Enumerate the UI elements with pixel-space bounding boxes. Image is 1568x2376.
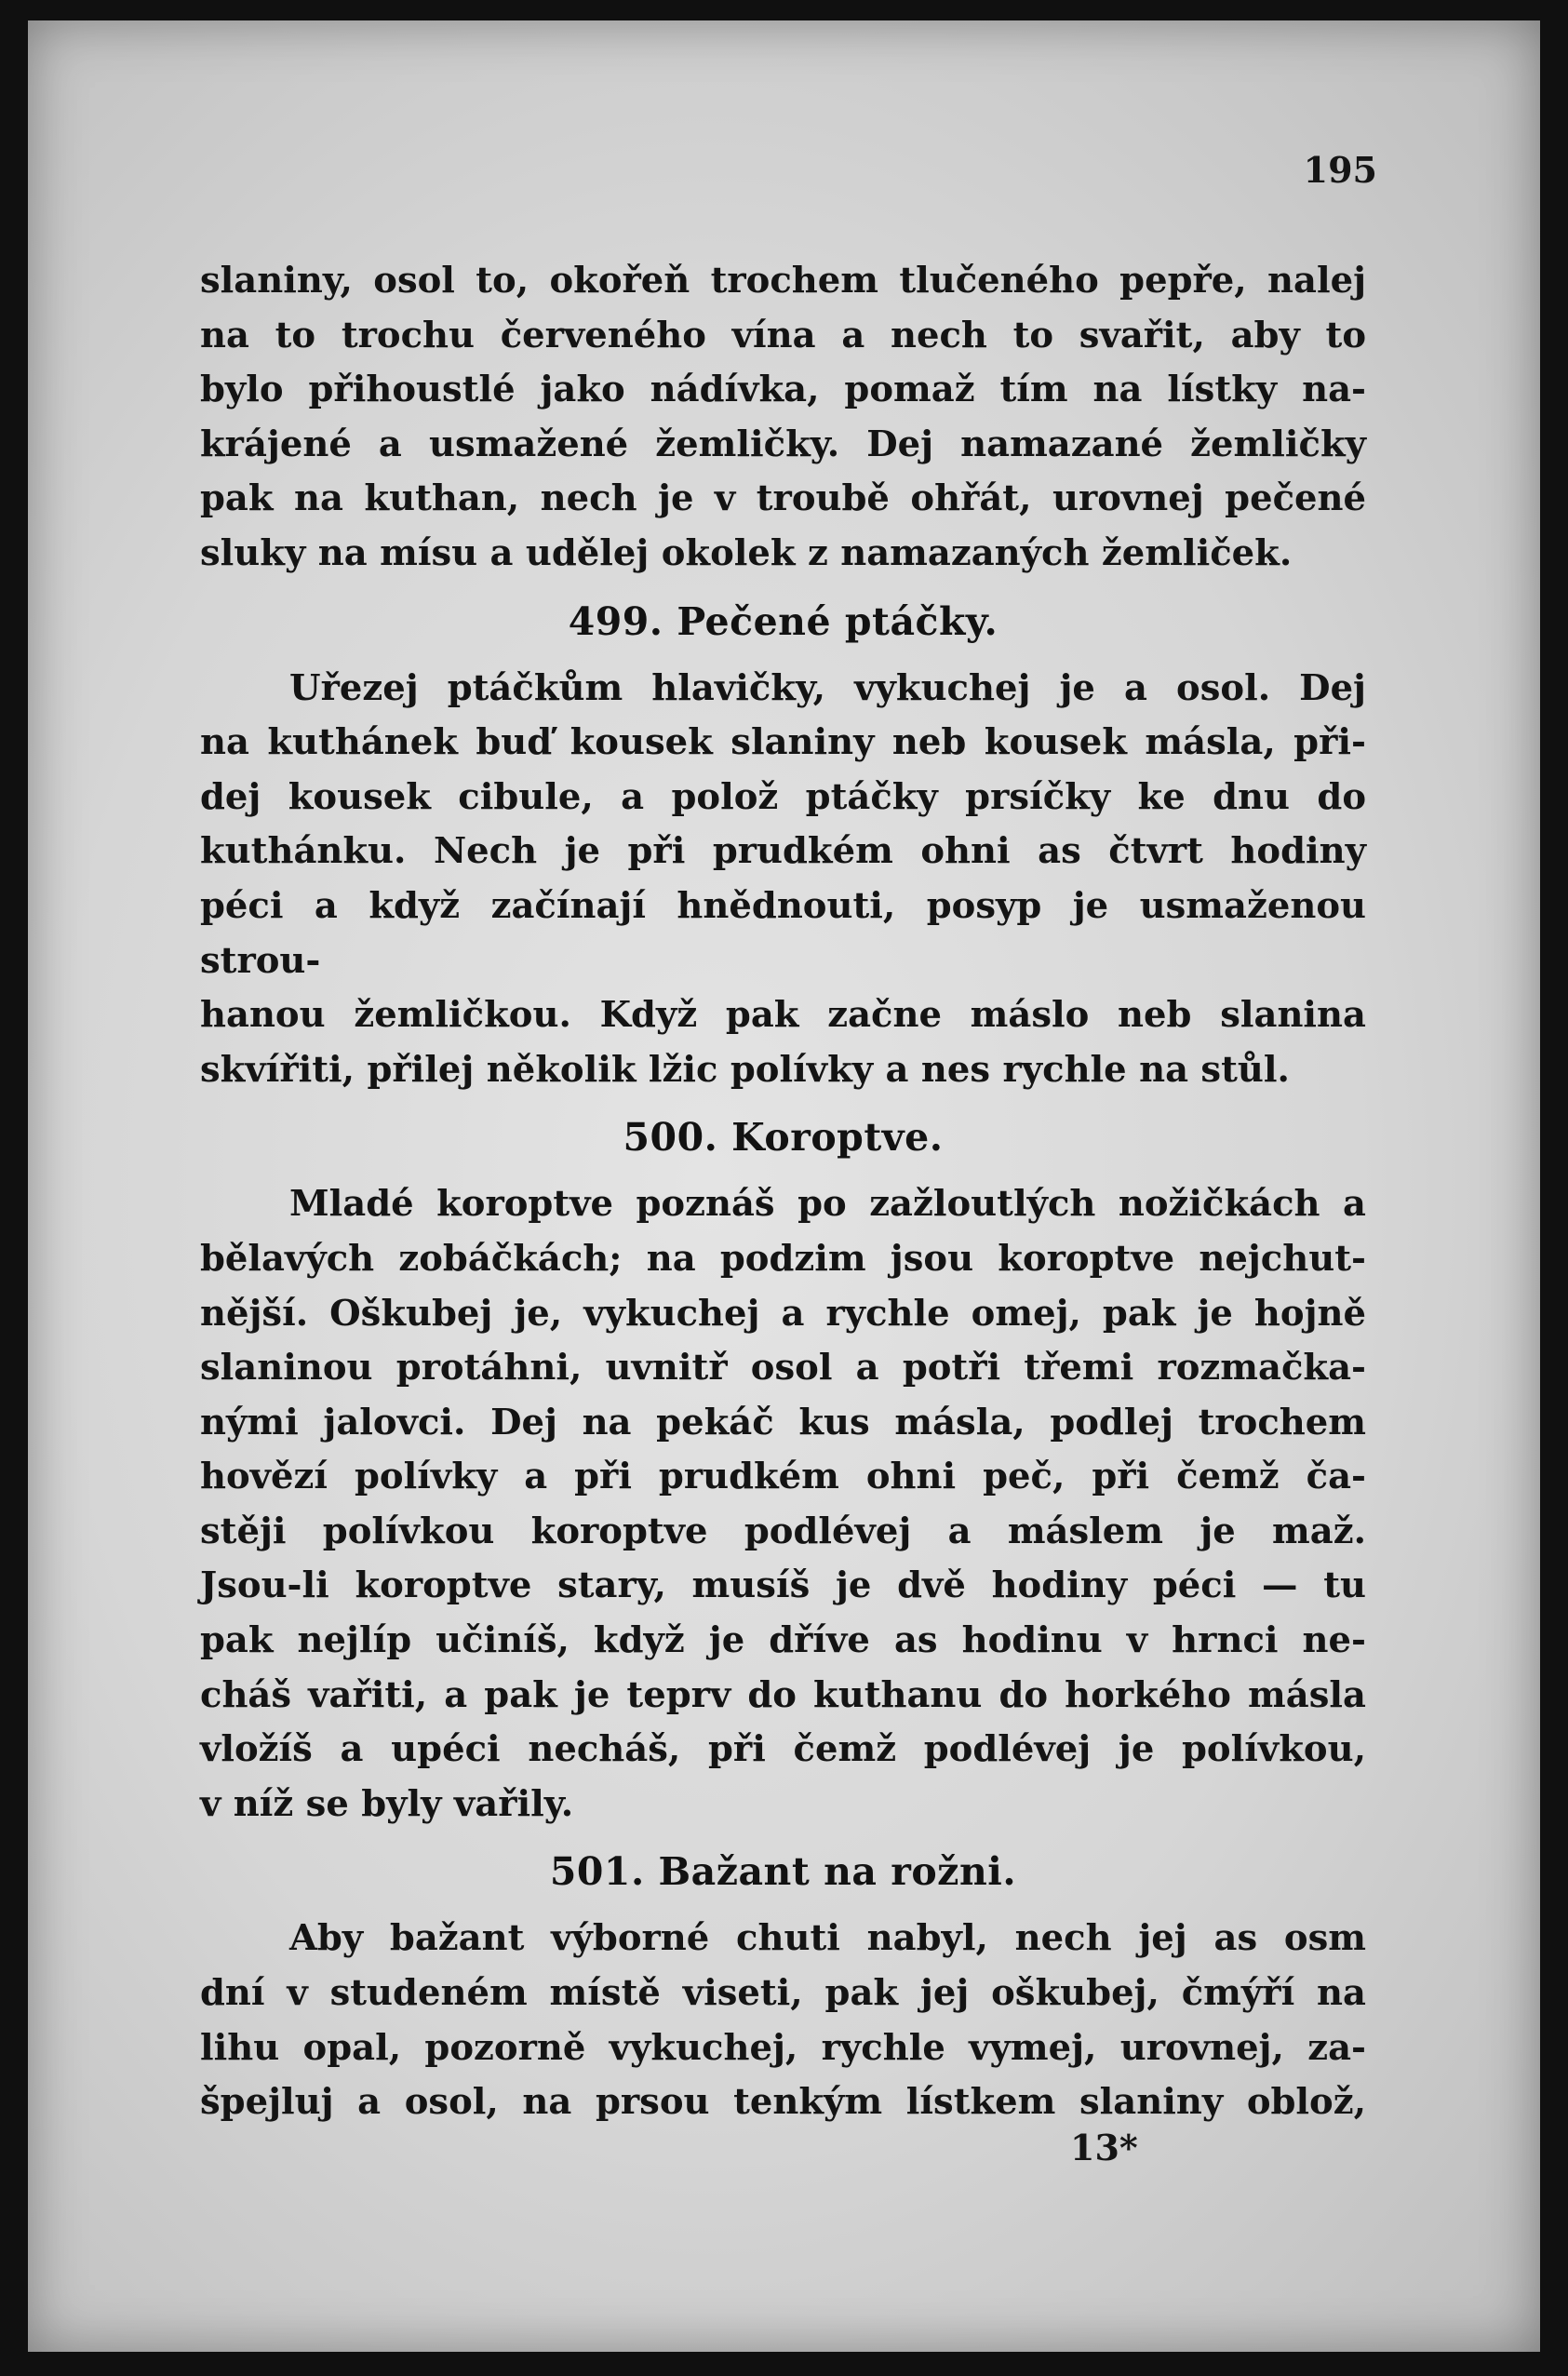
text-line: Uřezej ptáčkům hlavičky, vykuchej je a osol. Dej [289,666,1366,709]
recipe-title-499: 499. Pečené ptáčky. [568,598,998,644]
page-text [200,254,1366,2130]
text-line: dej kousek cibule, a polož ptáčky prsíčky ke dnu do [200,775,1366,818]
text-line: skvířiti, přilej několik lžic polívky a nes rychle na stůl. [200,1048,1290,1091]
page-number: 195 [1303,149,1377,191]
text-line: péci a když začínají hnědnouti, posyp je usmaženou strou- [200,884,1366,982]
text-line: stěji polívkou koroptve podlévej a máslem je maž. [200,1510,1366,1552]
text-line: v níž se byly vařily. [200,1782,574,1825]
text-line: hovězí polívky a při prudkém ohni peč, při čemž ča- [200,1456,1366,1498]
text-line: lihu opal, pozorně vykuchej, rychle vymej, urovnej, za- [200,2026,1366,2069]
text-line: bylo přihoustlé jako nádívka, pomaž tím na lístky na- [200,369,1366,411]
text-line: bělavých zobáčkách; na podzim jsou koroptve nejchut- [200,1237,1366,1280]
recipe-paragraph-501 [200,1912,1366,2129]
text-line: sluky na mísu a udělej okolek z namazaných žemliček. [200,531,1293,574]
text-line: slaninou protáhni, uvnitř osol a potři třemi rozmačka- [200,1347,1366,1389]
text-line: pak nejlíp učiníš, když je dříve as hodinu v hrnci ne- [200,1619,1366,1662]
signature-mark: 13* [1070,2127,1138,2168]
text-line: Aby bažant výborné chuti nabyl, nech jej as osm [289,1917,1366,1960]
recipe-title-500: 500. Koroptve. [623,1115,944,1161]
text-line: kuthánku. Nech je při prudkém ohni as čtvrt hodiny [200,830,1366,873]
text-line: krájené a usmažené žemličky. Dej namazané žemličky [200,423,1366,465]
text-line: pak na kuthan, nech je v troubě ohřát, urovnej pečené [200,477,1366,520]
text-line: na kuthánek buď kousek slaniny neb kousek másla, při- [200,721,1366,764]
text-line: vložíš a upéci necháš, při čemž podlévej je polívkou, [200,1728,1366,1771]
text-line: nými jalovci. Dej na pekáč kus másla, podlej trochem [200,1401,1366,1443]
intro-paragraph [200,254,1366,582]
text-line: špejluj a osol, na prsou tenkým lístkem slaniny oblož, [200,2081,1366,2124]
recipe-title-501: 501. Bažant na rožni. [549,1849,1017,1895]
text-line: hanou žemličkou. Když pak začne máslo neb slanina [200,994,1366,1037]
text-line: slaniny, osol to, okořeň trochem tlučeného pepře, nalej [200,260,1366,302]
text-line: Mladé koroptve poznáš po zažloutlých nožičkách a [289,1183,1366,1226]
text-line: na to trochu červeného vína a nech to svařit, aby to [200,314,1366,356]
text-line: cháš vařiti, a pak je teprv do kuthanu do horkého másla [200,1673,1366,1716]
text-line: Jsou-li koroptve stary, musíš je dvě hodiny péci — tu [200,1564,1366,1607]
recipe-paragraph-500 [200,1177,1366,1832]
recipe-paragraph-499 [200,662,1366,1098]
text-line: dní v studeném místě viseti, pak jej oškubej, čmýří na [200,1972,1366,2015]
text-line: nější. Oškubej je, vykuchej a rychle omej, pak je hojně [200,1292,1366,1335]
